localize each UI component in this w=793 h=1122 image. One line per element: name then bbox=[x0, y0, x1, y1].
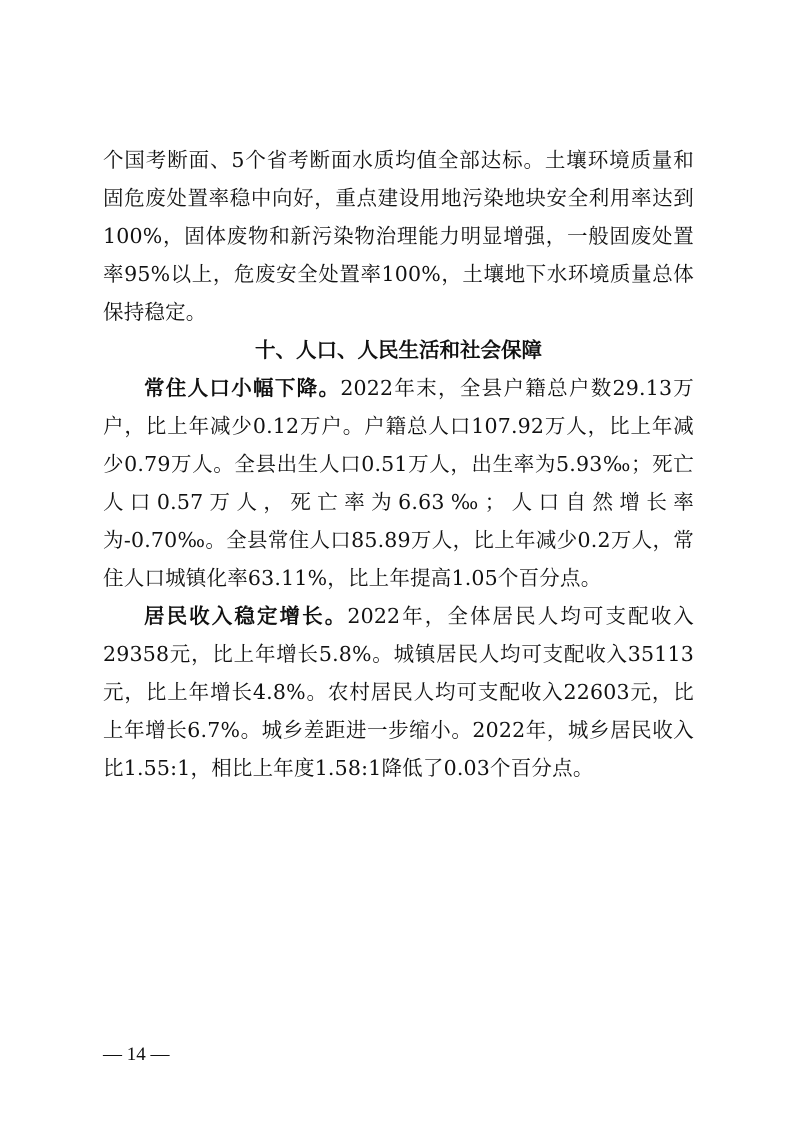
income-text: 2022年，全体居民人均可支配收入29358元，比上年增长5.8%。城镇居民人均可支配收入35113元，比上年增长4.8%。农村居民人均可支配收入22603元，比上年增长6.7%。城乡差距进一步缩小。2022年，城乡居民收入比1.55:1，相比上年度1.58:1降低了0.03个百分点。 bbox=[103, 604, 694, 780]
population-paragraph bbox=[103, 369, 694, 597]
page-number: — 14 — bbox=[103, 1044, 170, 1065]
income-lead: 居民收入稳定增长。 bbox=[144, 604, 348, 628]
section-heading: 十、人口、人民生活和社会保障 bbox=[255, 338, 542, 362]
document-body bbox=[103, 141, 694, 787]
income-paragraph bbox=[103, 597, 694, 787]
population-text: 2022年末，全县户籍总户数29.13万户，比上年减少0.12万户。户籍总人口107.92万人，比上年减少0.79万人。全县出生人口0.51万人，出生率为5.93‰；死亡人口0.57万人，死亡率为6.63‰；人口自然增长率为-0.70‰。全县常住人口85.89万人，比上年减少0.2万人，常住人口城镇化率63.11%，比上年提高1.05个百分点。 bbox=[103, 376, 695, 590]
environment-paragraph: 个国考断面、5个省考断面水质均值全部达标。土壤环境质量和固危废处置率稳中向好，重点建设用地污染地块安全利用率达到100%，固体废物和新污染物治理能力明显增强，一般固废处置率95%以上，危废安全处置率100%，土壤地下水环境质量总体保持稳定。 bbox=[103, 148, 694, 324]
population-lead: 常住人口小幅下降。 bbox=[144, 376, 341, 400]
